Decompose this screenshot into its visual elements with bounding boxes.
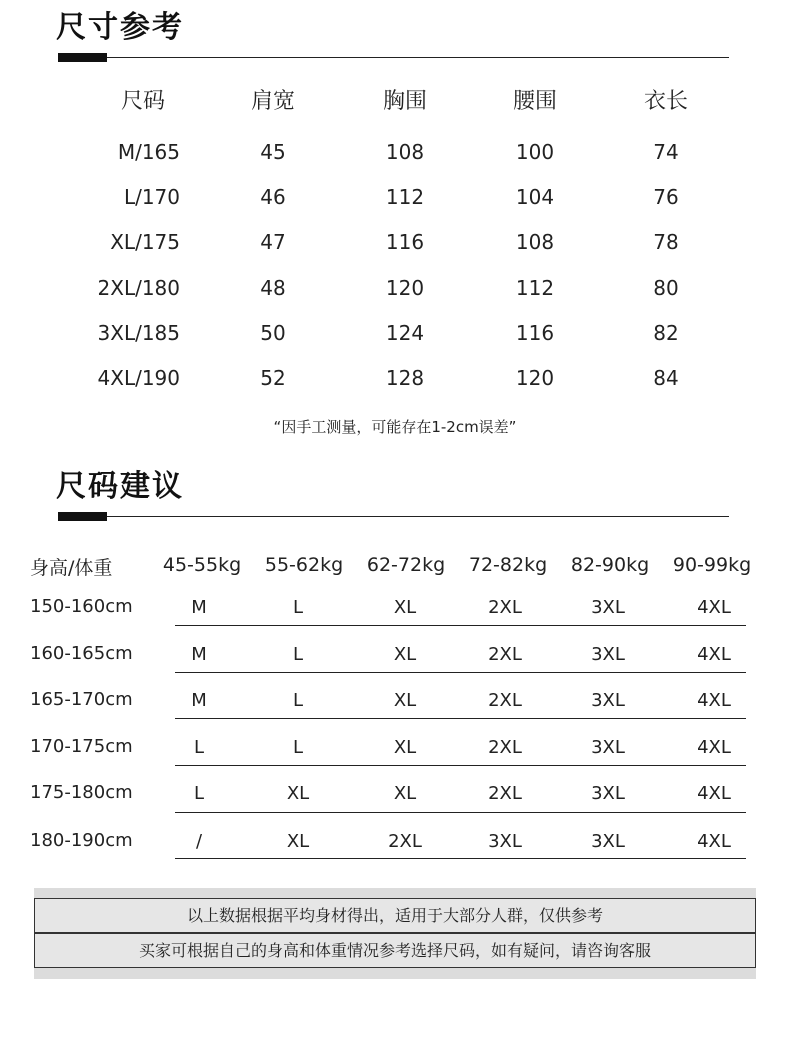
height-range-label: 150-160cm xyxy=(30,596,133,617)
size-advice-title: 尺码建议 xyxy=(56,469,184,504)
measurement-note: “因手工测量，可能存在1-2cm误差” xyxy=(273,418,517,436)
recommended-size: 3XL xyxy=(488,831,522,852)
recommended-size: L xyxy=(292,690,304,711)
recommended-size: L xyxy=(292,644,304,665)
size-table-header: 胸围 xyxy=(382,89,427,114)
recommended-size: XL xyxy=(393,783,417,804)
section-divider xyxy=(58,57,729,58)
size-measurement: 120 xyxy=(515,366,555,390)
size-label: XL/175 xyxy=(110,230,180,254)
recommended-size: 2XL xyxy=(488,597,522,618)
size-measurement: 45 xyxy=(260,140,286,164)
footer-note-2: 买家可根据自己的身高和体重情况参考选择尺码，如有疑问，请咨询客服 xyxy=(34,933,756,968)
footer-note-1: 以上数据根据平均身材得出，适用于大部分人群，仅供参考 xyxy=(34,898,756,933)
recommended-size: 2XL xyxy=(388,831,422,852)
size-measurement: 108 xyxy=(385,140,425,164)
weight-range-header: 72-82kg xyxy=(468,554,548,576)
recommended-size: XL xyxy=(393,644,417,665)
size-measurement: 48 xyxy=(260,276,286,300)
size-table-header: 肩宽 xyxy=(250,89,295,114)
recommended-size: XL xyxy=(393,737,417,758)
size-measurement: 112 xyxy=(385,185,425,209)
size-label: 3XL/185 xyxy=(97,321,180,345)
size-measurement: 104 xyxy=(515,185,555,209)
recommended-size: 2XL xyxy=(488,737,522,758)
recommended-size: M xyxy=(191,644,207,665)
weight-range-header: 45-55kg xyxy=(162,554,242,576)
size-measurement: 74 xyxy=(653,140,679,164)
height-range-label: 175-180cm xyxy=(30,782,133,803)
row-divider xyxy=(175,858,746,859)
size-table-header: 尺码 xyxy=(120,89,165,114)
size-measurement: 80 xyxy=(653,276,679,300)
row-divider xyxy=(175,672,746,673)
size-measurement: 50 xyxy=(260,321,286,345)
recommended-size: 4XL xyxy=(697,690,731,711)
recommended-size: L xyxy=(292,737,304,758)
recommended-size: 2XL xyxy=(488,690,522,711)
size-measurement: 84 xyxy=(653,366,679,390)
recommended-size: L xyxy=(292,597,304,618)
recommended-size: / xyxy=(195,831,203,852)
size-measurement: 128 xyxy=(385,366,425,390)
weight-range-header: 82-90kg xyxy=(570,554,650,576)
size-measurement: 100 xyxy=(515,140,555,164)
recommended-size: L xyxy=(193,783,205,804)
row-divider xyxy=(175,812,746,813)
recommended-size: 3XL xyxy=(591,737,625,758)
section-accent-bar xyxy=(58,512,107,521)
recommended-size: 4XL xyxy=(697,831,731,852)
recommended-size: L xyxy=(193,737,205,758)
recommended-size: 3XL xyxy=(591,644,625,665)
recommended-size: 4XL xyxy=(697,597,731,618)
recommended-size: XL xyxy=(286,831,310,852)
recommended-size: 4XL xyxy=(697,783,731,804)
size-measurement: 116 xyxy=(385,230,425,254)
recommended-size: 4XL xyxy=(697,737,731,758)
recommended-size: M xyxy=(191,597,207,618)
height-range-label: 160-165cm xyxy=(30,643,133,664)
recommended-size: 3XL xyxy=(591,597,625,618)
section-divider xyxy=(58,516,729,517)
size-measurement: 47 xyxy=(260,230,286,254)
recommended-size: XL xyxy=(286,783,310,804)
size-measurement: 78 xyxy=(653,230,679,254)
size-measurement: 52 xyxy=(260,366,286,390)
size-table-header: 腰围 xyxy=(512,89,557,114)
section-accent-bar xyxy=(58,53,107,62)
height-range-label: 180-190cm xyxy=(30,830,133,851)
size-measurement: 124 xyxy=(385,321,425,345)
row-divider xyxy=(175,765,746,766)
size-measurement: 82 xyxy=(653,321,679,345)
weight-range-header: 55-62kg xyxy=(264,554,344,576)
recommended-size: XL xyxy=(393,597,417,618)
size-reference-title: 尺寸参考 xyxy=(56,10,184,45)
height-range-label: 165-170cm xyxy=(30,689,133,710)
size-label: 4XL/190 xyxy=(97,366,180,390)
size-measurement: 120 xyxy=(385,276,425,300)
weight-range-header: 90-99kg xyxy=(672,554,752,576)
size-label: 2XL/180 xyxy=(97,276,180,300)
recommended-size: M xyxy=(191,690,207,711)
size-measurement: 108 xyxy=(515,230,555,254)
size-measurement: 112 xyxy=(515,276,555,300)
size-measurement: 46 xyxy=(260,185,286,209)
recommended-size: 3XL xyxy=(591,690,625,711)
size-measurement: 116 xyxy=(515,321,555,345)
recommended-size: 2XL xyxy=(488,783,522,804)
size-label: M/165 xyxy=(117,140,180,164)
weight-range-header: 62-72kg xyxy=(366,554,446,576)
recommended-size: 3XL xyxy=(591,783,625,804)
recommended-size: 3XL xyxy=(591,831,625,852)
height-range-label: 170-175cm xyxy=(30,736,133,757)
size-label: L/170 xyxy=(123,185,180,209)
size-table-header: 衣长 xyxy=(643,89,688,114)
recommended-size: 2XL xyxy=(488,644,522,665)
size-measurement: 76 xyxy=(653,185,679,209)
row-divider xyxy=(175,718,746,719)
row-divider xyxy=(175,625,746,626)
recommended-size: XL xyxy=(393,690,417,711)
height-weight-corner-label: 身高/体重 xyxy=(30,557,113,579)
recommended-size: 4XL xyxy=(697,644,731,665)
